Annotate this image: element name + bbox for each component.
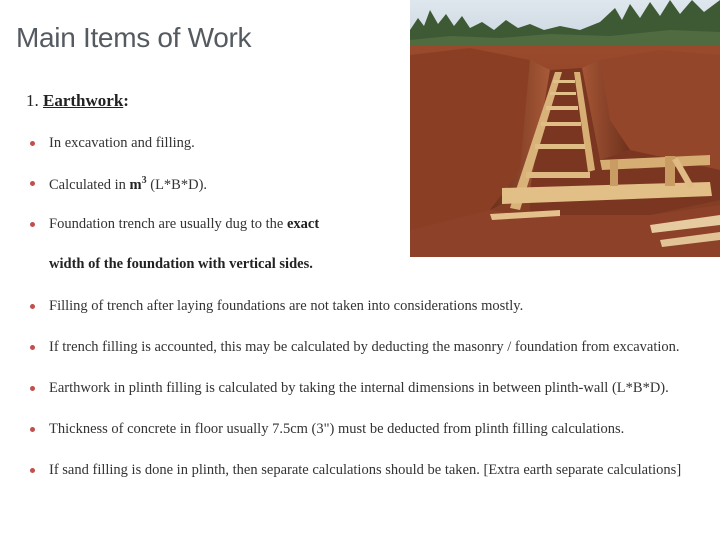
bullet-text-sup: 3: [141, 175, 147, 186]
bullet-dot-icon: [30, 141, 35, 146]
bullet-text-bold: m: [129, 176, 142, 193]
bullet-text: If trench filling is accounted, this may be calculated by deducting the masonry / foundation from excavation.: [49, 339, 680, 355]
bullet-item: [30, 216, 320, 233]
bullet-dot-icon: [30, 345, 35, 350]
bullet-text-pre: Calculated in: [49, 176, 130, 193]
bullet-text-post: (L*B*D).: [146, 176, 208, 193]
bullet-item: [30, 339, 680, 356]
bullet-text: [49, 177, 207, 193]
bullet-text: In excavation and filling.: [49, 135, 195, 151]
bullet-item: [30, 421, 625, 438]
bullet-text: Earthwork in plinth filling is calculated by taking the internal dimensions in between plinth-wall (L*B*D).: [49, 380, 669, 396]
bullet-continuation: width of the foundation with vertical sides.: [49, 256, 313, 272]
section-heading: [26, 91, 129, 111]
trench-photo: [410, 0, 720, 257]
trench-photo-illustration: [410, 0, 720, 257]
bullet-dot-icon: [30, 386, 35, 391]
bullet-item: [30, 380, 669, 397]
bullet-text: [49, 216, 319, 232]
bullet-text: Filling of trench after laying foundations are not taken into considerations mostly.: [49, 298, 524, 314]
bullet-text: Thickness of concrete in floor usually 7.5cm (3") must be deducted from plinth filling calculations.: [49, 421, 625, 437]
slide-title: Main Items of Work: [16, 22, 252, 53]
bullet-dot-icon: [30, 222, 35, 227]
section-number: 1.: [26, 91, 43, 110]
section-colon: :: [123, 91, 129, 110]
bullet-dot-icon: [30, 304, 35, 309]
bullet-item: [30, 462, 682, 479]
bullet-item: [30, 175, 208, 194]
bullet-item: [30, 298, 524, 315]
bullet-text: If sand filling is done in plinth, then separate calculations should be taken. [Extra earth separate calculations]: [49, 462, 682, 478]
bullet-dot-icon: [30, 181, 35, 186]
bullet-dot-icon: [30, 468, 35, 473]
bullet-text-pre: Foundation trench are usually dug to the: [49, 216, 287, 232]
bullet-text-bold: exact: [287, 216, 320, 232]
bullet-item: [30, 135, 195, 152]
section-label: Earthwork: [43, 91, 124, 110]
bullet-dot-icon: [30, 427, 35, 432]
